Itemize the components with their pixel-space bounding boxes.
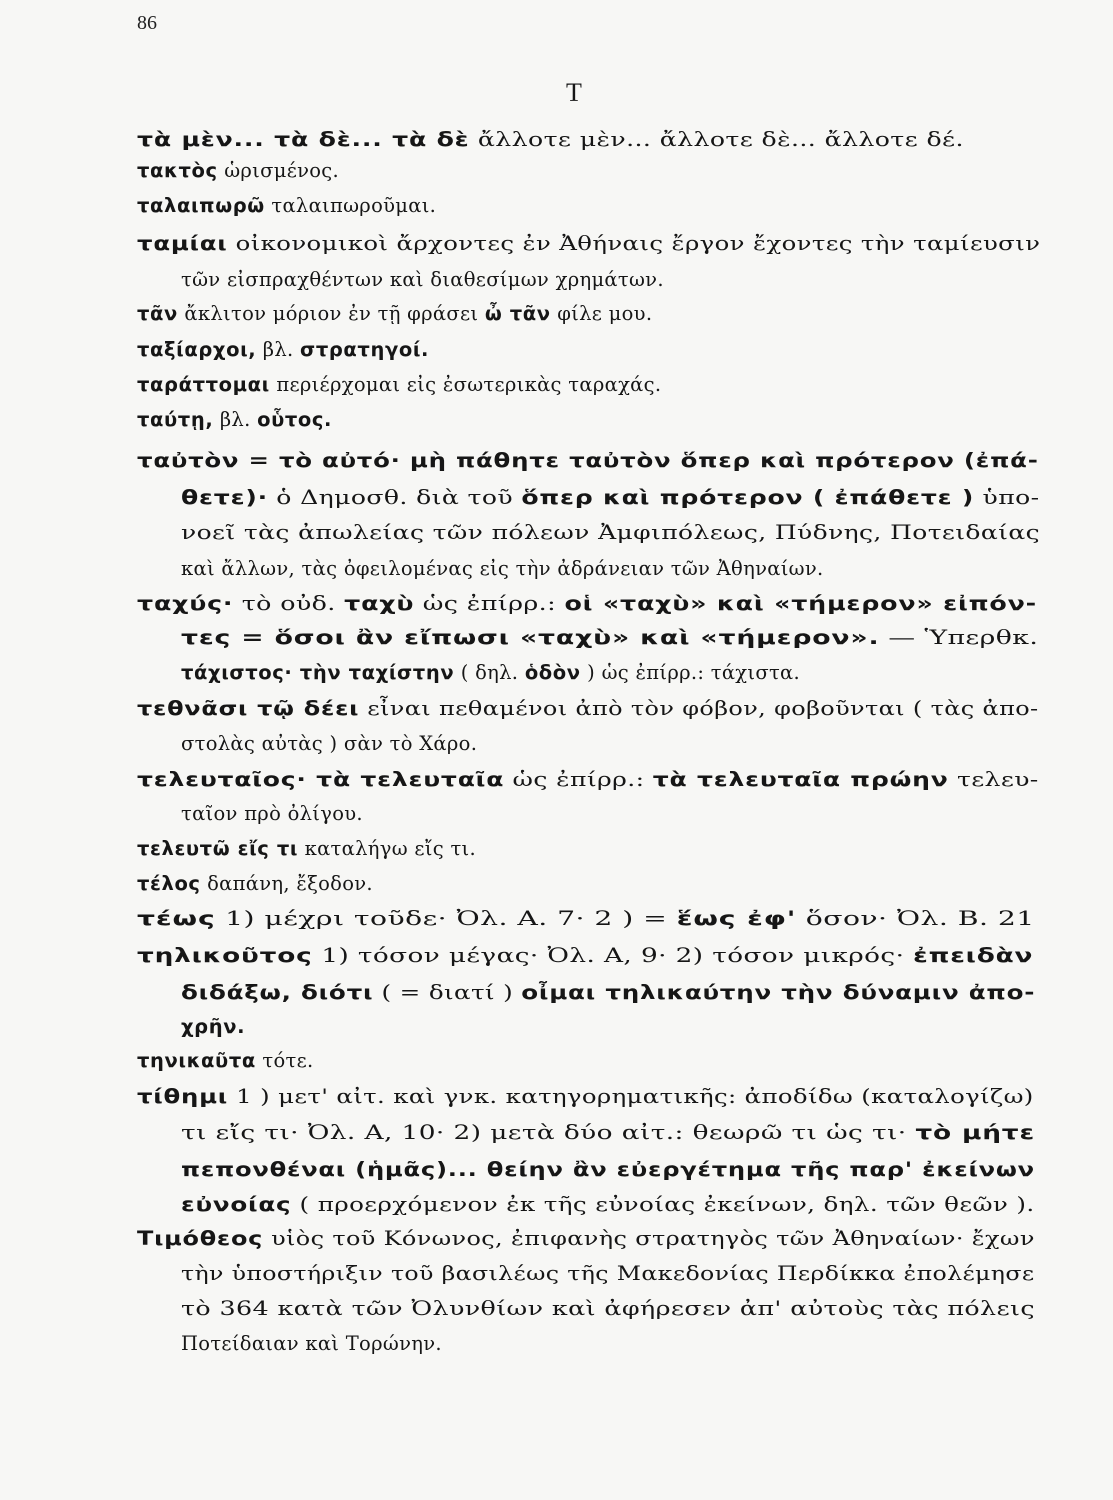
definition-text: ὅσον· Ὀλ. Β. 21	[796, 907, 1035, 930]
definition-text: ἄλλοτε μὲν... ἄλλοτε δὲ... ἄλλοτε δέ.	[469, 128, 964, 151]
definition-text: τελευ-	[948, 768, 1039, 791]
definition-text: ὡς ἐπίρρ.:	[504, 768, 653, 791]
headword-text: τηνικαῦτα	[137, 1049, 256, 1072]
definition-text: ταλαιπωροῦμαι.	[264, 194, 437, 217]
definition-text: εἶναι πεθαμένοι ἀπὸ τὸν φόβον, φοβοῦνται ( τὰς ἀπο-	[359, 697, 1039, 720]
definition-text: ὑπο-	[974, 486, 1040, 509]
headword-text: Τιμόθεος	[137, 1227, 264, 1250]
headword-text: πεπονθέναι (ἡμᾶς)... θείην ἂν εὐεργέτημα τῆς παρ' ἐκείνων	[181, 1158, 1035, 1181]
headword-text: ἐπειδὰν	[913, 944, 1034, 967]
definition-text: καταλήγω εἴς τι.	[298, 837, 476, 860]
entry-line	[137, 1226, 1035, 1252]
definition-text: — Ὑπερθκ.	[879, 626, 1039, 649]
headword-text: τακτὸς	[137, 159, 218, 182]
entry-line	[181, 1261, 1034, 1287]
definition-text: ( = διατί )	[373, 981, 522, 1004]
entry-line	[181, 1296, 1035, 1322]
definition-text: νοεῖ τὰς ἀπωλείας τῶν πόλεων Ἀμφιπόλεως, Πύδνης, Ποτειδαίας	[181, 521, 1040, 544]
definition-text: ὁ Δημοσθ. διὰ τοῦ	[267, 486, 522, 509]
entry-line	[137, 871, 373, 897]
entry-line	[137, 696, 1038, 722]
entry-line	[181, 625, 1038, 651]
entry-line	[181, 1120, 1035, 1146]
entry-line	[137, 836, 476, 862]
definition-text: βλ.	[256, 338, 301, 361]
headword-text: διδάξω, διότι	[181, 981, 374, 1004]
headword-text: ταχύς·	[137, 592, 234, 615]
definition-text: τὸ 364 κατὰ τῶν Ὀλυνθίων καὶ ἀφήρεσεν ἀπ' αὐτοὺς τὰς πόλεις	[181, 1297, 1035, 1320]
entry-line	[137, 407, 332, 433]
headword-text: στρατηγοί.	[300, 338, 430, 361]
entry-line	[137, 906, 1035, 932]
entry-line	[137, 337, 429, 363]
headword-text: χρῆν.	[181, 1015, 246, 1038]
definition-text: τι εἴς τι· Ὀλ. Α, 10· 2) μετὰ δύο αἰτ.: θεωρῶ τι ὡς τι·	[181, 1121, 916, 1144]
entry-line	[181, 485, 1039, 511]
headword-text: τελευταῖος· τὰ τελευταῖα	[137, 768, 505, 791]
entry-line	[181, 556, 824, 582]
definition-text: υἱὸς τοῦ Κόνωνος, ἐπιφανὴς στρατηγὸς τῶν Ἀθηναίων· ἔχων	[263, 1227, 1035, 1250]
headword-text: ὁδὸν	[524, 661, 581, 684]
definition-text: ταῖον πρὸ ὀλίγου.	[181, 802, 363, 825]
entry-line	[181, 1157, 1035, 1183]
headword-text: τὰ τελευταῖα πρώην	[652, 768, 949, 791]
entry-line	[137, 158, 339, 184]
headword-text: οἶμαι τηλικαύτην τὴν δύναμιν ἀπο-	[521, 981, 1036, 1004]
headword-text: τεθνᾶσι τῷ δέει	[137, 697, 360, 720]
headword-text: οἱ «ταχὺ» καὶ «τήμερον» εἰπόν-	[564, 592, 1037, 615]
headword-text: ταὐτὸν = τὸ αὐτό· μὴ πάθητε ταὐτὸν ὅπερ καὶ πρότερον (ἐπά-	[137, 449, 1039, 472]
definition-text: 1) τόσον μέγας· Ὀλ. Α, 9· 2) τόσον μικρός·	[312, 944, 914, 967]
definition-text: ὡρισμένος.	[217, 159, 340, 182]
definition-text: Ποτείδαιαν καὶ Τορώνην.	[181, 1332, 442, 1355]
entry-line	[181, 1331, 442, 1357]
entry-line	[137, 943, 1033, 969]
entry-line	[137, 193, 436, 219]
headword-text: τᾶν	[137, 302, 178, 325]
definition-text: δαπάνη, ἔξοδον.	[200, 872, 373, 895]
headword-text: τίθημι	[137, 1085, 229, 1108]
entry-line	[137, 591, 1037, 617]
entry-line	[181, 801, 363, 827]
definition-text: ) ὡς ἐπίρρ.: τάχιστα.	[580, 661, 801, 684]
headword-text: οὗτος.	[257, 408, 333, 431]
headword-text: ταμίαι	[137, 232, 228, 255]
definition-text: τότε.	[255, 1049, 314, 1072]
entry-line	[137, 1084, 1034, 1110]
definition-text: στολὰς αὐτὰς ) σὰν τὸ Χάρο.	[181, 732, 478, 755]
entry-line	[137, 448, 1039, 474]
definition-text: βλ.	[213, 408, 258, 431]
definition-text: τῶν εἰσπραχθέντων καὶ διαθεσίμων χρημάτων.	[181, 268, 664, 291]
headword-text: τελευτῶ εἴς τι	[137, 837, 299, 860]
definition-text: καὶ ἄλλων, τὰς ὀφειλομένας εἰς τὴν ἀδράνειαν τῶν Ἀθηναίων.	[181, 557, 824, 580]
entry-line	[137, 372, 661, 398]
headword-text: τάχιστος· τὴν ταχίστην	[181, 661, 455, 684]
headword-text: τὰ μὲν... τὰ δὲ... τὰ δὲ	[137, 128, 470, 151]
entry-line	[181, 1192, 1035, 1218]
definition-text: τὸ οὐδ.	[233, 592, 345, 615]
definition-text: ( προερχόμενον ἐκ τῆς εὐνοίας ἐκείνων, δηλ. τῶν θεῶν ).	[291, 1193, 1035, 1216]
headword-text: ταράττομαι	[137, 373, 270, 396]
headword-text: ταλαιπωρῶ	[137, 194, 265, 217]
headword-text: εὐνοίας	[181, 1193, 292, 1216]
headword-text: τηλικοῦτος	[137, 944, 313, 967]
headword-text: ὅπερ καὶ πρότερον ( ἐπάθετε )	[521, 486, 975, 509]
entry-line	[181, 980, 1035, 1006]
entry-line	[137, 767, 1039, 793]
headword-text: θετε)·	[181, 486, 268, 509]
definition-text: οἰκονομικοὶ ἄρχοντες ἐν Ἀθήναις ἔργον ἔχοντες τὴν ταμίευσιν	[227, 232, 1041, 255]
headword-text: τέως	[137, 907, 216, 930]
entry-line	[137, 231, 1040, 257]
entry-line	[181, 660, 800, 686]
definition-text: ἄκλιτον μόριον ἐν τῇ φράσει	[177, 302, 485, 325]
definition-text: φίλε μου.	[550, 302, 653, 325]
entry-line	[137, 127, 964, 153]
definition-text: 1) μέχρι τοῦδε· Ὀλ. Α. 7· 2 ) =	[215, 907, 677, 930]
section-letter: Τ	[566, 78, 582, 107]
headword-text: τὸ μήτε	[915, 1121, 1035, 1144]
definition-text: ( δηλ.	[454, 661, 525, 684]
headword-text: ταξίαρχοι,	[137, 338, 257, 361]
headword-text: ταχὺ	[344, 592, 415, 615]
entry-line	[181, 520, 1040, 546]
headword-text: ὦ τᾶν	[484, 302, 551, 325]
definition-text: 1 ) μετ' αἰτ. καὶ γνκ. κατηγορηματικῆς: ἀποδίδω (καταλογίζω)	[228, 1085, 1034, 1108]
page-number: 86	[137, 12, 157, 34]
headword-text: ταύτῃ,	[137, 408, 214, 431]
headword-text: ἕως ἐφ'	[676, 907, 797, 930]
entry-line	[181, 731, 477, 757]
entry-line	[137, 1048, 314, 1074]
headword-text: τέλος	[137, 872, 201, 895]
definition-text: ὡς ἐπίρρ.:	[414, 592, 565, 615]
definition-text: τὴν ὑποστήριξιν τοῦ βασιλέως τῆς Μακεδονίας Περδίκκα ἐπολέμησε	[181, 1262, 1035, 1285]
entry-line	[181, 267, 664, 293]
entry-line	[137, 301, 652, 327]
entry-line	[181, 1014, 245, 1040]
definition-text: περιέρχομαι εἰς ἐσωτερικὰς ταραχάς.	[269, 373, 662, 396]
headword-text: τες = ὅσοι ἂν εἴπωσι «ταχὺ» καὶ «τήμερον».	[181, 626, 880, 649]
